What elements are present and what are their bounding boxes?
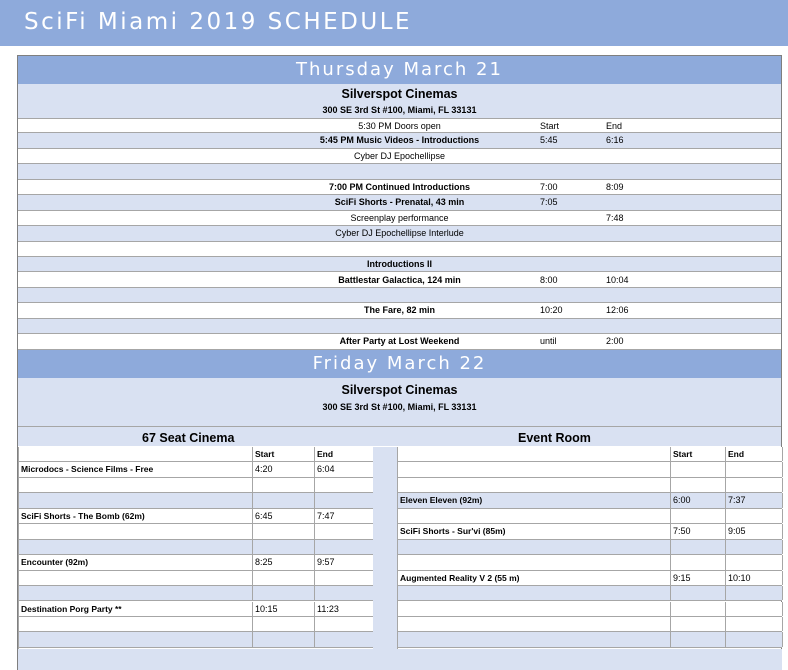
end-time: 8:09 (606, 181, 624, 192)
right-room-title: Event Room (518, 431, 591, 445)
grid-row (19, 555, 373, 570)
start-column-header: Start (671, 447, 726, 461)
end-time: 2:00 (606, 336, 624, 347)
film-title: Microdocs - Science Films - Free (19, 462, 253, 476)
end-time: 10:04 (606, 274, 629, 285)
grid-row (19, 602, 373, 617)
start-column-header: Start (253, 447, 315, 461)
film-title (398, 462, 671, 476)
film-title: Eleven Eleven (92m) (398, 493, 671, 507)
film-title: SciFi Shorts - The Bomb (62m) (19, 509, 253, 523)
grid-row (19, 524, 373, 539)
thursday-schedule-row (18, 257, 781, 272)
event-title: The Fare, 82 min (363, 305, 436, 316)
grid-row (19, 586, 373, 601)
grid-row (19, 540, 373, 555)
start-time (253, 632, 315, 646)
grid-row (398, 617, 782, 632)
event-title: 5:30 PM Doors open (358, 121, 441, 131)
grid-row (398, 493, 782, 508)
friday-venue-name: Silverspot Cinemas (341, 383, 458, 397)
thursday-schedule-row (18, 180, 781, 195)
start-time (253, 540, 315, 554)
end-column-header: End (726, 447, 783, 461)
grid-row (398, 509, 782, 524)
end-column-header: End (606, 121, 623, 131)
thursday-schedule-row (18, 211, 781, 226)
start-time: 8:25 (253, 555, 315, 569)
thursday-schedule-row (18, 303, 781, 318)
start-time (671, 602, 726, 616)
start-time: 8:00 (540, 274, 558, 285)
thursday-venue-address: 300 SE 3rd St #100, Miami, FL 33131 (322, 105, 477, 115)
start-time (671, 632, 726, 646)
cinema-67-seat-grid (18, 447, 373, 670)
grid-row (398, 602, 782, 617)
film-title: Augmented Reality V 2 (55 m) (398, 571, 671, 585)
end-time (726, 602, 783, 616)
start-time (671, 462, 726, 476)
grid-header-row (398, 447, 782, 462)
film-title: Destination Porg Party ** (19, 602, 253, 616)
film-title (19, 617, 253, 631)
end-time (726, 478, 783, 492)
grid-row (19, 617, 373, 632)
thursday-schedule-row (18, 118, 781, 133)
film-title (19, 571, 253, 585)
friday-day-header: Friday March 22 (18, 350, 781, 378)
grid-row (398, 524, 782, 539)
start-time (671, 540, 726, 554)
thursday-schedule-row (18, 164, 781, 179)
schedule-title: SciFi Miami 2019 SCHEDULE (24, 9, 413, 35)
thursday-venue-band (18, 84, 781, 118)
end-time: 7:48 (606, 212, 624, 223)
grid-row (19, 462, 373, 477)
end-time (315, 586, 374, 600)
end-time: 10:10 (726, 571, 783, 585)
end-time (726, 586, 783, 600)
start-time (253, 524, 315, 538)
end-time (315, 524, 374, 538)
film-title (19, 478, 253, 492)
film-title (398, 632, 671, 646)
end-column-header: End (315, 447, 374, 461)
left-room-title: 67 Seat Cinema (142, 431, 235, 445)
title-column-header (19, 447, 253, 461)
film-title (398, 478, 671, 492)
end-time: 9:57 (315, 555, 374, 569)
friday-venue-address: 300 SE 3rd St #100, Miami, FL 33131 (322, 402, 477, 412)
grid-row (19, 509, 373, 524)
start-time: 7:00 (540, 181, 558, 192)
event-title: 5:45 PM Music Videos - Introductions (319, 135, 480, 146)
thursday-day-header: Thursday March 21 (18, 56, 781, 84)
column-gap (373, 447, 397, 670)
end-time: 11:23 (315, 602, 374, 616)
film-title (19, 493, 253, 507)
thursday-venue-name: Silverspot Cinemas (341, 87, 458, 101)
grid-row (19, 571, 373, 586)
event-title: 7:00 PM Continued Introductions (329, 181, 470, 192)
start-time: 5:45 (540, 135, 558, 146)
grid-header-row (19, 447, 373, 462)
end-time (315, 478, 374, 492)
grid-row (398, 478, 782, 493)
bottom-strip (18, 649, 782, 670)
start-time: 10:15 (253, 602, 315, 616)
end-time (726, 540, 783, 554)
end-time (726, 617, 783, 631)
start-time (671, 509, 726, 523)
event-title: Cyber DJ Epochellipse (353, 150, 446, 161)
start-time: until (540, 336, 557, 347)
start-time: 6:45 (253, 509, 315, 523)
start-time: 4:20 (253, 462, 315, 476)
film-title (19, 632, 253, 646)
grid-row (398, 586, 782, 601)
title-banner (0, 0, 788, 46)
event-title: Cyber DJ Epochellipse Interlude (335, 228, 464, 239)
friday-room-headers (18, 426, 781, 446)
start-time (253, 586, 315, 600)
thursday-schedule-row (18, 288, 781, 303)
start-time: 7:50 (671, 524, 726, 538)
start-time: 7:05 (540, 197, 558, 208)
event-room-grid (397, 447, 782, 670)
film-title (398, 586, 671, 600)
film-title (19, 540, 253, 554)
end-time (315, 540, 374, 554)
friday-venue-band (18, 378, 781, 426)
thursday-schedule-row (18, 226, 781, 241)
start-column-header: Start (540, 121, 560, 131)
end-time (315, 571, 374, 585)
start-time: 9:15 (671, 571, 726, 585)
schedule-sheet (17, 55, 782, 670)
grid-row (398, 540, 782, 555)
end-time (726, 462, 783, 476)
grid-row (19, 493, 373, 508)
start-time (253, 617, 315, 631)
thursday-schedule-row (18, 133, 781, 148)
end-time: 6:16 (606, 135, 624, 146)
start-time (671, 617, 726, 631)
event-title: Introductions II (367, 259, 432, 270)
grid-row (398, 632, 782, 647)
film-title (398, 617, 671, 631)
film-title: Encounter (92m) (19, 555, 253, 569)
grid-row (19, 478, 373, 493)
start-time (671, 478, 726, 492)
event-title: Battlestar Galactica, 124 min (338, 274, 461, 285)
thursday-schedule-row (18, 195, 781, 210)
film-title (19, 586, 253, 600)
start-time (671, 586, 726, 600)
end-time (726, 555, 783, 569)
event-title: After Party at Lost Weekend (339, 336, 460, 347)
event-title: Screenplay performance (350, 212, 449, 223)
event-title: SciFi Shorts - Prenatal, 43 min (334, 197, 465, 208)
grid-row (398, 555, 782, 570)
end-time (726, 509, 783, 523)
end-time: 9:05 (726, 524, 783, 538)
film-title (398, 509, 671, 523)
start-time (671, 555, 726, 569)
thursday-schedule-row (18, 334, 781, 349)
thursday-schedule-row (18, 273, 781, 288)
end-time: 7:37 (726, 493, 783, 507)
thursday-schedule-row (18, 242, 781, 257)
thursday-schedule-row (18, 149, 781, 164)
start-time: 6:00 (671, 493, 726, 507)
grid-row (19, 632, 373, 647)
end-time (315, 632, 374, 646)
thursday-schedule-row (18, 319, 781, 334)
start-time (253, 493, 315, 507)
title-column-header (398, 447, 671, 461)
start-time (253, 571, 315, 585)
film-title (398, 602, 671, 616)
film-title (398, 540, 671, 554)
film-title (19, 524, 253, 538)
end-time: 6:04 (315, 462, 374, 476)
start-time: 10:20 (540, 305, 563, 316)
end-time (726, 632, 783, 646)
film-title: SciFi Shorts - Sur'vi (85m) (398, 524, 671, 538)
film-title (398, 555, 671, 569)
end-time: 12:06 (606, 305, 629, 316)
end-time (315, 493, 374, 507)
start-time (253, 478, 315, 492)
end-time (315, 617, 374, 631)
grid-row (398, 462, 782, 477)
grid-row (398, 571, 782, 586)
end-time: 7:47 (315, 509, 374, 523)
